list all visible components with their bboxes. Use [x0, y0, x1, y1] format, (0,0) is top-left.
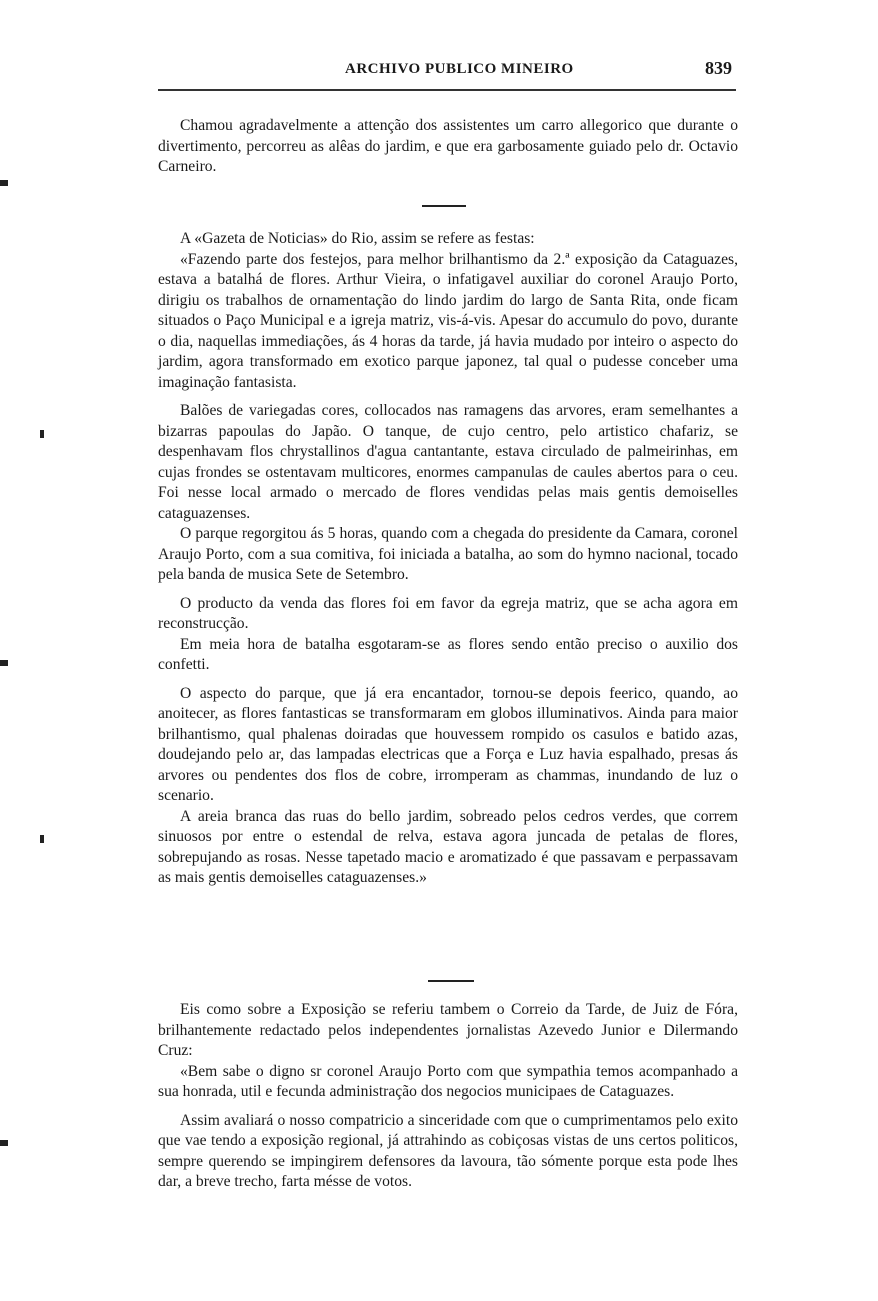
paragraph-confetti: Em meia hora de batalha esgotaram-se as flores sendo então preciso o auxilio dos confetti.: [158, 635, 738, 673]
paragraph-parque: O parque regorgitou ás 5 horas, quando com a chegada do presidente da Camara, coronel Araujo Porto, com a sua comitiva, foi iniciada a batalha, ao som do hymno nacional, tocado pela banda de musica Sete de Setembro.: [158, 525, 738, 583]
paragraph-areia: A areia branca das ruas do bello jardim, sobreado pelos cedros verdes, que correm sinuosos por entre o estendal de relva, estava agora juncada de petalas de flores, sobrepujando as rosas. Nesse tapetado macio e aromatizado é que passavam e perpassavam as mais gentis demoiselles cataguazenses.»: [158, 807, 738, 886]
header-rule: [158, 89, 736, 91]
paragraph-batalha-flores: «Fazendo parte dos festejos, para melhor brilhantismo da 2.ª exposição da Cataguazes, estava a batalhá de flores. Arthur Vieira, o infatigavel auxiliar do coronel Araujo Porto, dirigiu os trabalhos de ornamentação do lindo jardim do largo de Santa Rita, onde ficam situados o Paço Municipal e a igreja matriz, vis-á-vis. Apesar do accumulo do povo, durante o dia, naquellas immediações, ás 4 horas da tarde, já havia mudado por inteiro o aspecto do jardim, agora transformado em exotico parque japonez, tal qual o pudesse conceber uma imaginação fantasista.: [158, 250, 738, 391]
paragraph-producto: O producto da venda das flores foi em favor da egreja matriz, que se acha agora em reconstrucção.: [158, 594, 738, 632]
paragraph-baloes: Balões de variegadas cores, collocados nas ramagens das arvores, eram semelhantes a bizarras papoulas do Japão. O tanque, de cujo centro, pelo artistico chafariz, se despenhavam flos chrystallinos d'agua cantantante, estava circulado de palmeirinhas, em cujas frondes se ostentavam multicores, enormes campanulas de caules abertos para o ceu. Foi nesse local armado o mercado de flores vendidas pelas mais gentis demoiselles cataguazenses.: [158, 402, 738, 522]
paragraph-correio-intro: Eis como sobre a Exposição se referiu tambem o Correio da Tarde, de Juiz de Fóra, brilhantemente redactado pelos independentes jornalistas Azevedo Junior e Dilermando Cruz:: [158, 1001, 738, 1059]
margin-mark: [40, 835, 44, 843]
section-separator: [422, 205, 466, 207]
paragraph-carro-allegorico: Chamou agradavelmente a attenção dos assistentes um carro allegorico que durante o divertimento, percorreu as alêas do jardim, e que era garbosamente guiado pelo dr. Octavio Carneiro.: [158, 117, 738, 175]
opening-paragraph-block: [158, 116, 738, 178]
gazeta-quote-block: [158, 229, 738, 889]
margin-mark: [0, 660, 8, 666]
margin-mark: [0, 1140, 8, 1146]
margin-mark: [40, 430, 44, 438]
paragraph-bem-sabe: «Bem sabe o digno sr coronel Araujo Porto com que sympathia temos acompanhado a sua honrada, util e fecunda administração dos negocios municipaes de Cataguazes.: [158, 1062, 738, 1100]
paragraph-gazeta-intro: A «Gazeta de Noticias» do Rio, assim se refere as festas:: [180, 230, 535, 247]
paragraph-assim-avaliara: Assim avaliará o nosso compatricio a sinceridade com que o cumprimentamos pelo exito que vae tendo a exposição regional, já attrahindo as cobiçosas vistas de uns certos politicos, sempre querendo se impingirem defensores da lavoura, tão sómente porque esta pode lhes dar, a breve trecho, farta mésse de votos.: [158, 1111, 738, 1190]
correio-quote-block: [158, 1000, 738, 1193]
page-number: 839: [705, 58, 732, 78]
margin-mark: [0, 180, 8, 186]
running-header-title: ARCHIVO PUBLICO MINEIRO: [345, 61, 574, 77]
paragraph-aspecto: O aspecto do parque, que já era encantador, tornou-se depois feerico, quando, ao anoitecer, as flores fantasticas se transformaram em globos illuminativos. Ainda para maior brilhantismo, qual phalenas doiradas que houvessem rompido os casulos e batido azas, doudejando pelo ar, das lampadas electricas que a Força e Luz havia espalhado, presas ás arvores ou pendentes dos flos de cobre, irromperam as chammas, inundando de luz o scenario.: [158, 684, 738, 804]
section-separator-2: [428, 980, 474, 982]
